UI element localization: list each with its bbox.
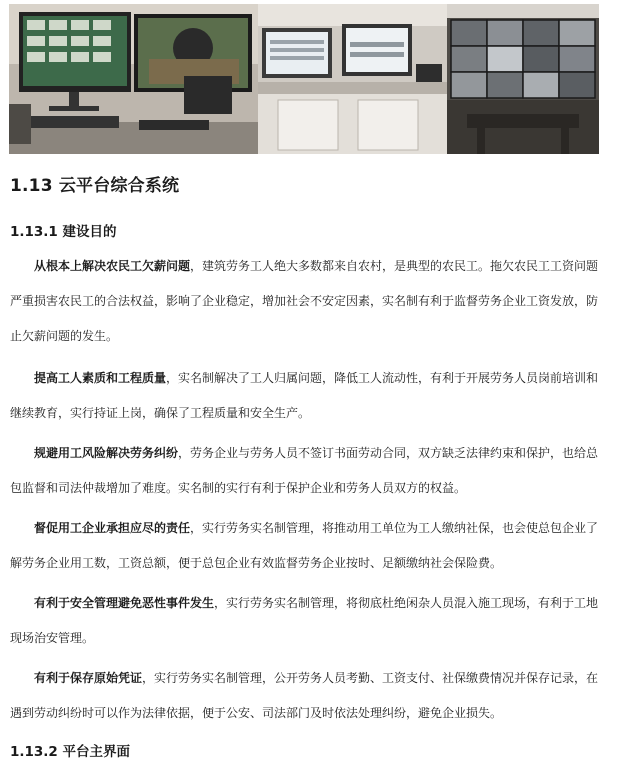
video-wall-photo (447, 4, 599, 154)
paragraph-lead: 有利于安全管理避免恶性事件发生 (34, 596, 215, 610)
subsection-heading-main-interface: 1.13.2 平台主界面 (10, 744, 131, 760)
paragraph-body: ，劳务企业与劳务人员不签订书面劳动合同，双方缺乏法律约束和保护，也给总包监督和司法仲裁增加了难度。实名制的实行有利于保护企业和劳务人员双方的权益。 (10, 446, 599, 495)
paragraph-safety-management (10, 586, 602, 656)
photo-strip (9, 4, 599, 154)
paragraph-body: ，实行劳务实名制管理，公开劳务人员考勤、工资支付、社保缴费情况并保存记录，在遇到劳动纠纷时可以作为法律依据，便于公安、司法部门及时依法处理纠纷，避免企业损失。 (10, 671, 599, 720)
paragraph-lead: 有利于保存原始凭证 (34, 671, 143, 685)
paragraph-body: ，建筑劳务工人绝大多数都来自农村，是典型的农民工。拖欠农民工工资问题严重损害农民工的合法权益，影响了企业稳定，增加社会不安定因素，实名制有利于监督劳务企业工资发放，防止欠薪问题的发生。 (10, 259, 599, 343)
paragraph-body: ，实行劳务实名制管理，将推动用工单位为工人缴纳社保，也会使总包企业了解劳务企业用工数，工资总额，便于总包企业有效监督劳务企业按时、足额缴纳社会保险费。 (10, 521, 599, 570)
paragraph-body: ，实名制解决了工人归属问题，降低工人流动性，有利于开展劳务人员岗前培训和继续教育，实行持证上岗，确保了工程质量和安全生产。 (10, 371, 599, 420)
paragraph-original-records (10, 661, 602, 731)
paragraph-worker-quality (10, 361, 602, 431)
monitoring-desk-photo (9, 4, 258, 154)
paragraph-labor-disputes (10, 436, 602, 506)
section-heading: 1.13 云平台综合系统 (10, 176, 180, 196)
paragraph-lead: 提高工人素质和工程质量 (34, 371, 167, 385)
paragraph-wage-arrears (10, 249, 602, 354)
subsection-heading-purpose: 1.13.1 建设目的 (10, 224, 117, 240)
paragraph-lead: 从根本上解决农民工欠薪问题 (34, 259, 191, 273)
paragraph-employer-responsibility (10, 511, 602, 581)
paragraph-lead: 规避用工风险解决劳务纠纷 (34, 446, 179, 460)
paragraph-body: ，实行劳务实名制管理，将彻底杜绝闲杂人员混入施工现场，有利于工地现场治安管理。 (10, 596, 599, 645)
paragraph-lead: 督促用工企业承担应尽的责任 (34, 521, 191, 535)
workstation-photo (258, 4, 447, 154)
